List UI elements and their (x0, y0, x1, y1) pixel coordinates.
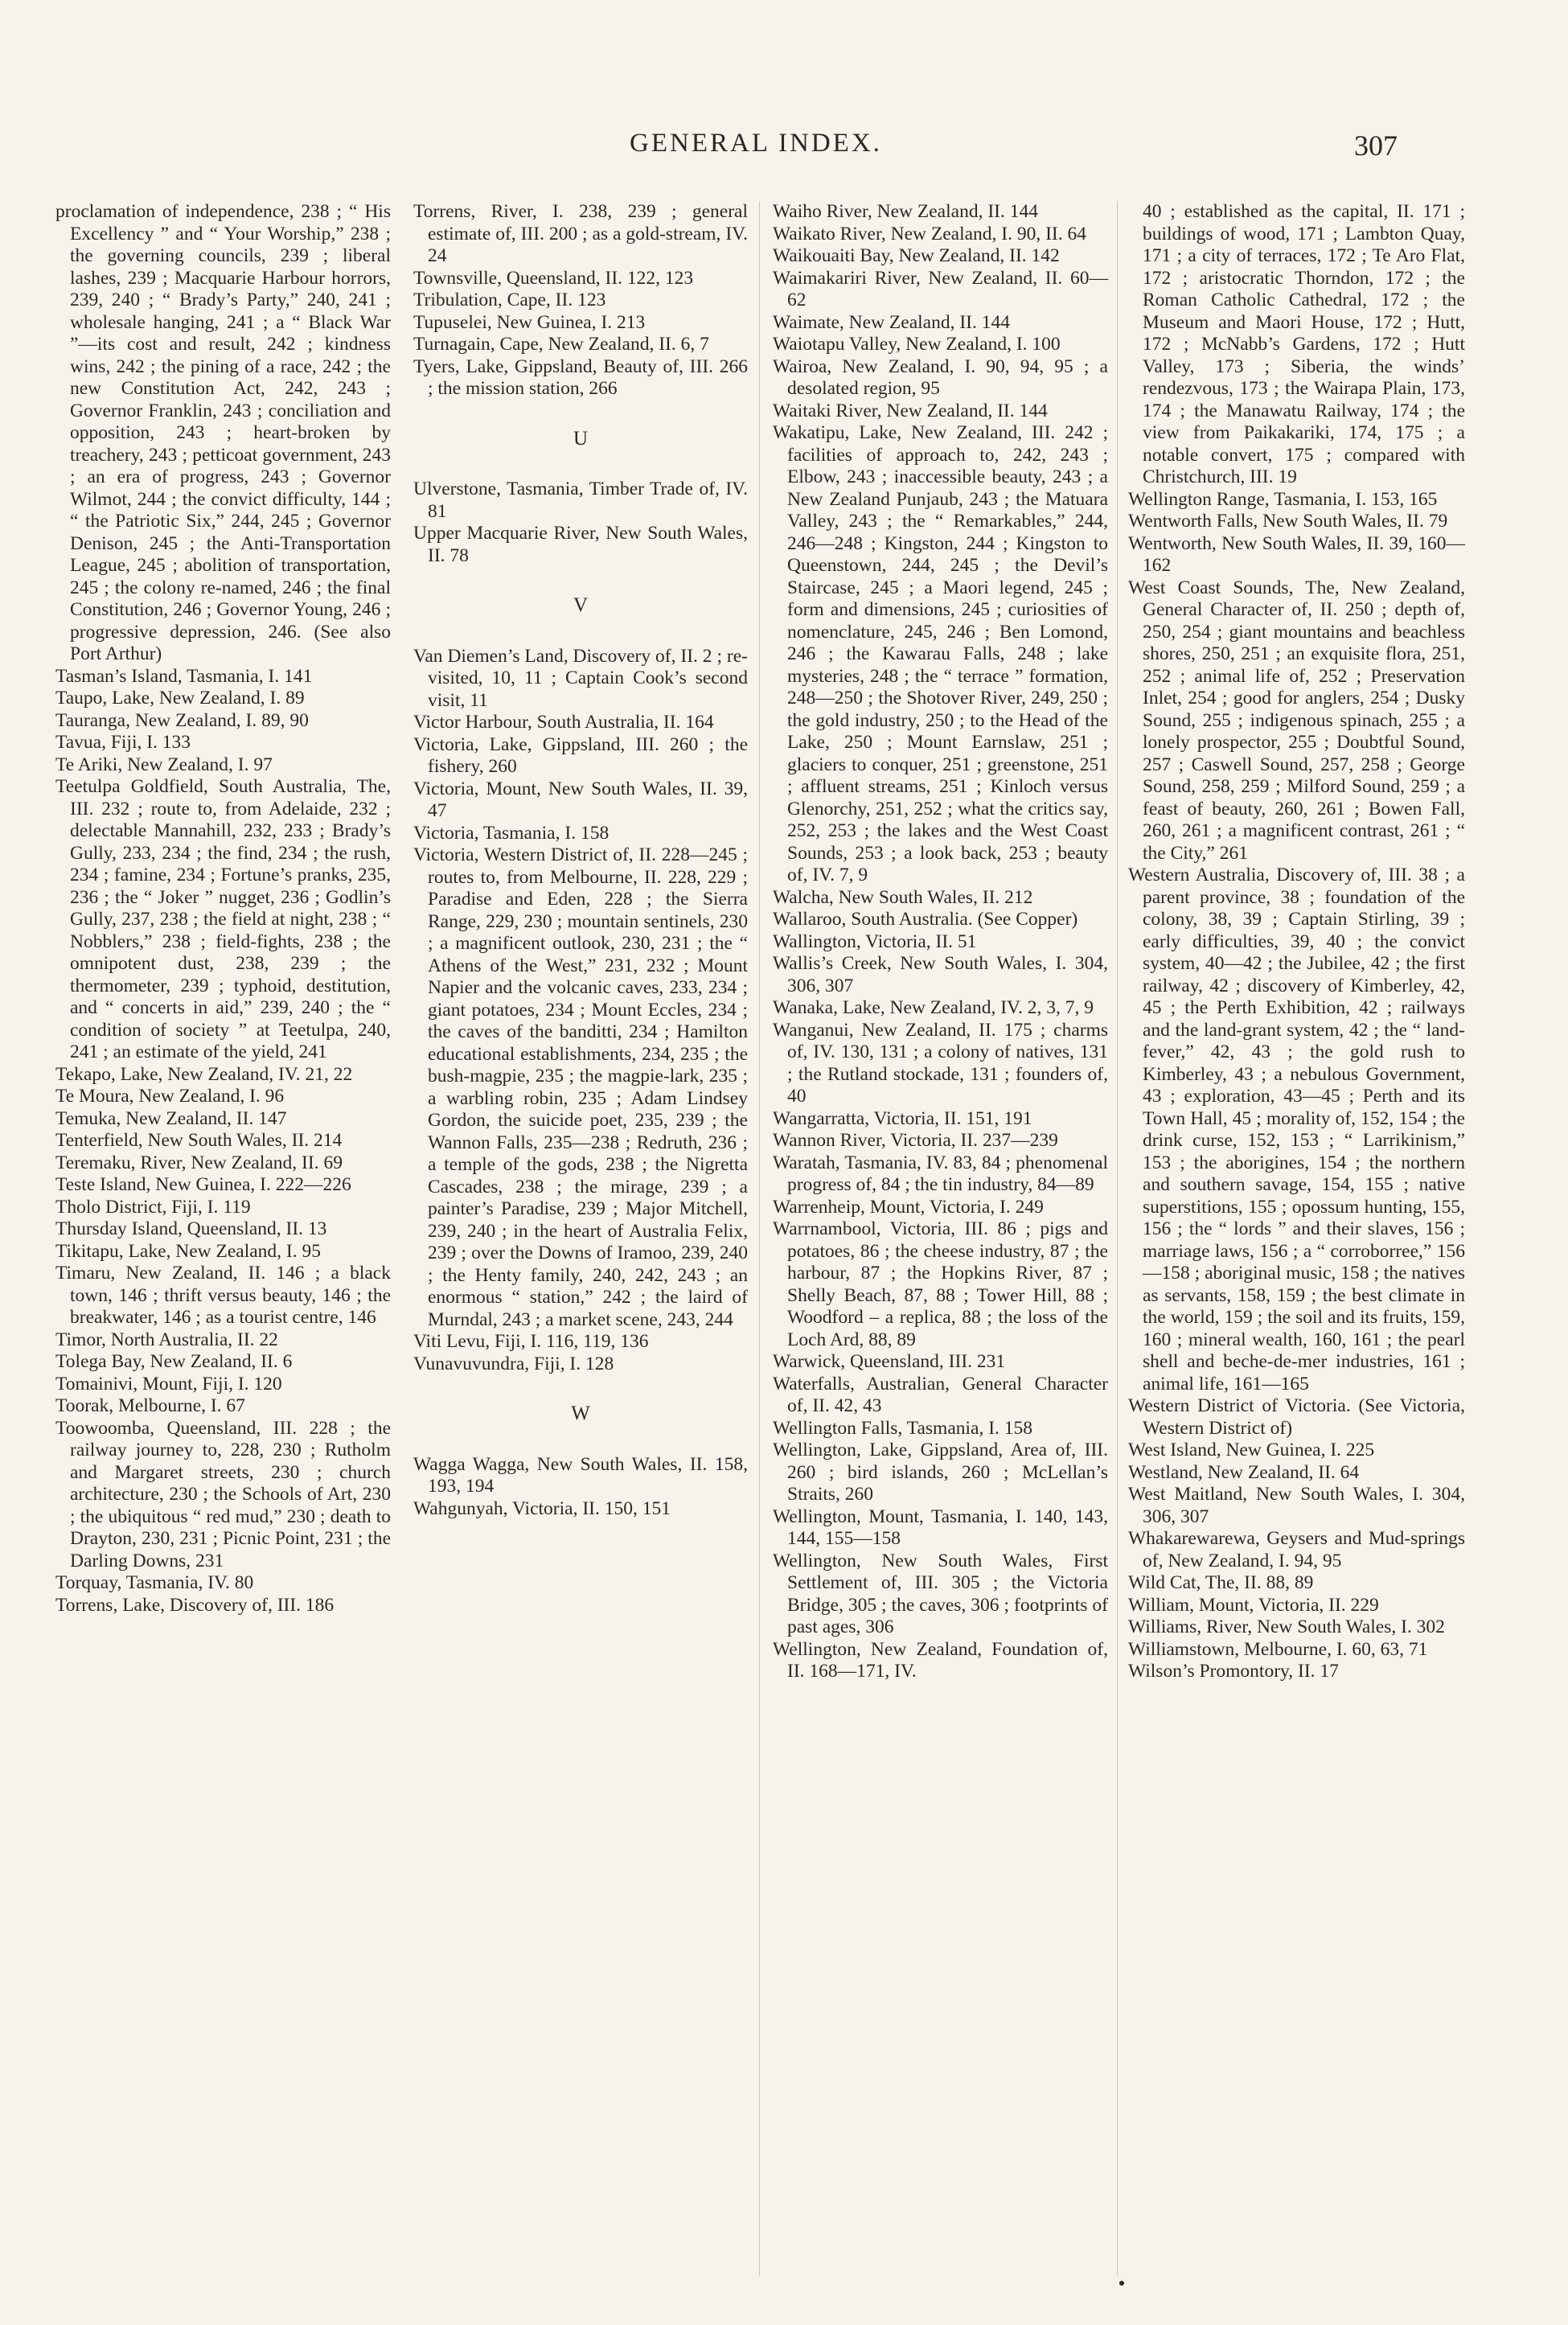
index-entry: Tyers, Lake, Gippsland, Beauty of, III. 266 ; the mission station, 266 (413, 355, 748, 399)
index-entry: Vunavuvundra, Fiji, I. 128 (413, 1353, 614, 1374)
section-letter: U (573, 427, 589, 450)
index-entry: Victoria, Tasmania, I. 158 (413, 822, 610, 844)
index-entry: Victoria, Lake, Gippsland, III. 260 ; the fishery, 260 (413, 733, 748, 777)
index-entry: Waratah, Tasmania, IV. 83, 84 ; phenomenal progress of, 84 ; the tin industry, 84—89 (773, 1152, 1108, 1195)
index-entry: Viti Levu, Fiji, I. 116, 119, 136 (413, 1331, 649, 1352)
index-entry: Waimate, New Zealand, II. 144 (773, 311, 1011, 333)
index-entry: Wilson’s Promontory, II. 17 (1128, 1661, 1339, 1682)
index-entry: Wairoa, New Zealand, I. 90, 94, 95 ; a desolated region, 95 (773, 355, 1108, 399)
index-entry: Wallaroo, South Australia. (See Copper) (773, 909, 1078, 930)
index-entry: proclamation of independence, 238 ; “ His Excellency ” and “ Your Worship,” 238 ; the governing councils, 239 ; liberal lashes, 239 ; Macquarie Harbour horrors, 239, 240 ; “ Brady’s Party,” 240, 241 ; wholesale hanging, 241 ; a “ Black War ”—its cost and result, 242 ; kindness wins, 242 ; the pining of a race, 242 ; the new Constitution Act, 242, 243 ; Governor Franklin, 243 ; conciliation and opposition, 243 ; heart-broken by treachery, 243 ; petticoat government, 243 ; an era of progress, 243 ; Governor Wilmot, 244 ; the convict difficulty, 144 ; “ the Patriotic Six,” 244, 245 ; Governor Denison, 245 ; the Anti-Transportation League, 245 ; abolition of transportation, 245 ; the colony re-named, 246 ; the final Constitution, 246 ; Governor Young, 246 ; progressive depression, 246. (See also Port Arthur) (55, 201, 391, 664)
index-entry: Western District of Victoria. (See Victoria, Western District of) (1128, 1395, 1465, 1439)
index-entry: Waikouaiti Bay, New Zealand, II. 142 (773, 245, 1060, 266)
index-entry: Waterfalls, Australian, General Character of, II. 42, 43 (773, 1373, 1108, 1416)
index-entry: Teste Island, New Guinea, I. 222—226 (55, 1174, 351, 1195)
index-entry: Temuka, New Zealand, II. 147 (55, 1107, 287, 1129)
index-entry: Wangarratta, Victoria, II. 151, 191 (773, 1107, 1032, 1129)
index-entry: Upper Macquarie River, New South Wales, II. 78 (413, 523, 748, 566)
index-entry: West Coast Sounds, The, New Zealand, General Character of, II. 250 ; depth of, 250, 254 ; giant mountains and beachless shores, 250, 251 ; an exquisite flora, 251, 252 ; animal life of, 252 ; Preservation Inlet, 254 ; good for anglers, 254 ; Dusky Sound, 255 ; indigenous spinach, 255 ; a lonely prospector, 255 ; Doubtful Sound, 257 ; Caswell Sound, 257, 258 ; George Sound, 258, 259 ; Milford Sound, 259 ; a feast of beauty, 260, 261 ; Bowen Fall, 260, 261 ; a magnificent contrast, 261 ; “ the City,” 261 (1128, 577, 1465, 864)
page-header (0, 129, 1568, 169)
index-entry: Te Ariki, New Zealand, I. 97 (55, 754, 273, 775)
index-entry: Townsville, Queensland, II. 122, 123 (413, 267, 694, 289)
index-entry: William, Mount, Victoria, II. 229 (1128, 1594, 1379, 1616)
index-entry: Ulverstone, Tasmania, Timber Trade of, IV. 81 (413, 479, 748, 522)
index-entry: Wellington, New South Wales, First Settlement of, III. 305 ; the Victoria Bridge, 305 ; the caves, 306 ; footprints of past ages, 306 (773, 1550, 1108, 1637)
index-entry: Walcha, New South Wales, II. 212 (773, 886, 1033, 908)
index-entry: Toorak, Melbourne, I. 67 (55, 1395, 245, 1416)
index-entry: 40 ; established as the capital, II. 171 ; buildings of wood, 171 ; Lambton Quay, 171 ; a city of terraces, 172 ; Te Aro Flat, 172 ; aristocratic Thorndon, 172 ; the Roman Catholic Cathedral, 172 ; the Museum and Maori House, 172 ; Hutt, 172 ; McNabb’s Gardens, 172 ; Hutt Valley, 173 ; Siberia, the winds’ rendezvous, 173 ; the Wairapa Plain, 173, 174 ; the Manawatu Railway, 174 ; the view from Paikakariki, 174, 175 ; a notable convert, 175 ; compared with Christchurch, III. 19 (1143, 201, 1465, 487)
index-entry: Wanaka, Lake, New Zealand, IV. 2, 3, 7, 9 (773, 997, 1094, 1018)
index-entry: Whakarewarewa, Geysers and Mud-springs of, New Zealand, I. 94, 95 (1128, 1528, 1465, 1571)
index-entry: Torquay, Tasmania, IV. 80 (55, 1572, 254, 1593)
index-entry: West Maitland, New South Wales, I. 304, 306, 307 (1128, 1484, 1465, 1527)
index-entry: Westland, New Zealand, II. 64 (1128, 1461, 1360, 1483)
column-rule (759, 201, 760, 2276)
index-entry: Wallington, Victoria, II. 51 (773, 930, 977, 952)
index-entry: Waiho River, New Zealand, II. 144 (773, 201, 1038, 222)
index-entry: Tekapo, Lake, New Zealand, IV. 21, 22 (55, 1063, 353, 1085)
index-entry: Williamstown, Melbourne, I. 60, 63, 71 (1128, 1638, 1428, 1660)
index-entry: Toowoomba, Queensland, III. 228 ; the railway journey to, 228, 230 ; Rutholm and Margaret streets, 230 ; church architecture, 230 ; the Schools of Art, 230 ; the ubiquitous “ red mud,” 230 ; death to Drayton, 230, 231 ; Picnic Point, 231 ; the Darling Downs, 231 (55, 1417, 391, 1571)
index-entry: Taupo, Lake, New Zealand, I. 89 (55, 688, 305, 709)
index-entry: Waimakariri River, New Zealand, II. 60—62 (773, 267, 1108, 310)
index-entry: Victoria, Western District of, II. 228—245 ; routes to, from Melbourne, II. 228, 229 ; Paradise and Eden, 228 ; the Sierra Range, 229, 230 ; mountain sentinels, 230 ; a magnificent outlook, 230, 231 ; the “ Athens of the West,” 231, 232 ; Mount Napier and the volcanic caves, 233, 234 ; giant potatoes, 234 ; Mount Eccles, 234 ; the caves of the banditti, 234 ; Hamilton educational establishments, 234, 235 ; the bush-magpie, 235 ; the magpie-lark, 235 ; a warbling robin, 235 ; Adam Lindsey Gordon, the suicide poet, 235, 239 ; the Wannon Falls, 235—238 ; Redruth, 236 ; a temple of the gods, 238 ; the Nigretta Cascades, 238 ; the mirage, 239 ; a painter’s Paradise, 239 ; Major Mitchell, 239, 240 ; in the heart of Australia Felix, 239 ; over the Downs of Iramoo, 239, 240 ; the Henty family, 240, 242, 243 ; an enormous “ station,” 242 ; the laird of Murndal, 243 ; a market scene, 243, 244 (413, 844, 748, 1330)
index-entry: Wahgunyah, Victoria, II. 150, 151 (413, 1497, 671, 1519)
index-entry: Turnagain, Cape, New Zealand, II. 6, 7 (413, 334, 709, 355)
index-entry: Tribulation, Cape, II. 123 (413, 290, 606, 310)
index-entry: Wentworth, New South Wales, II. 39, 160—162 (1128, 532, 1465, 576)
index-entry: Tavua, Fiji, I. 133 (55, 732, 191, 753)
index-entry: Wakatipu, Lake, New Zealand, III. 242 ; facilities of approach to, 242, 243 ; Elbow, 243 ; inaccessible beauty, 243 ; a New Zealand Punjaub, 243 ; the Matuara Valley, 243 ; the “ Remarkables,” 244, 246—248 ; Kingston, 244 ; Kingston to Queenstown, 244, 245 ; the Devil’s Staircase, 245 ; a Maori legend, 245 ; form and dimensions, 245 ; curiosities of nomenclature, 245, 246 ; Ben Lomond, 246 ; the Kawarau Falls, 248 ; lake mysteries, 248 ; the “ terrace ” formation, 248—250 ; the Shotover River, 249, 250 ; the gold industry, 250 ; to the Head of the Lake, 250 ; Mount Earnslaw, 251 ; glaciers to conquer, 251 ; greenstone, 251 ; affluent streams, 251 ; Kinloch versus Glenorchy, 251, 252 ; what the critics say, 252, 253 ; the lakes and the West Coast Sounds, 253 ; a look back, 253 ; beauty of, IV. 7, 9 (773, 422, 1108, 885)
index-entry: Waiotapu Valley, New Zealand, I. 100 (773, 334, 1061, 355)
index-entry: Wagga Wagga, New South Wales, II. 158, 193, 194 (413, 1453, 748, 1497)
page-number: 307 (1354, 129, 1398, 162)
index-entry: Tasman’s Island, Tasmania, I. 141 (55, 665, 313, 687)
index-entry: Tolega Bay, New Zealand, II. 6 (55, 1351, 293, 1372)
index-entry: Timor, North Australia, II. 22 (55, 1329, 278, 1350)
index-entry: Victor Harbour, South Australia, II. 164 (413, 712, 714, 733)
index-column-3 (773, 201, 1108, 1683)
index-entry: Wellington, New Zealand, Foundation of, II. 168—171, IV. (773, 1638, 1108, 1682)
index-entry: Wentworth Falls, New South Wales, II. 79 (1128, 511, 1448, 532)
index-entry: Waitaki River, New Zealand, II. 144 (773, 400, 1048, 421)
index-entry: Western Australia, Discovery of, III. 38 ; a parent province, 38 ; foundation of the colony, 38, 39 ; Captain Stirling, 39 ; early difficulties, 39, 40 ; the convict system, 40—42 ; the Jubilee, 42 ; the first railway, 42 ; discovery of Kimberley, 42, 45 ; the Perth Exhibition, 42 ; railways and the land-grant system, 42 ; the “ land-fever,” 42, 43 ; the gold rush to Kimberley, 43 ; a nebulous Government, 43 ; exploration, 43—45 ; Perth and its Town Hall, 45 ; morality of, 152, 154 ; the drink curse, 152, 153 ; “ Larrikinism,” 153 ; the aborigines, 154 ; the northern and southern savage, 154, 155 ; native superstitions, 155 ; opossum hunting, 155, 156 ; the “ lords ” and their slaves, 156 ; marriage laws, 156 ; a “ corroborree,” 156—158 ; aboriginal music, 158 ; the natives as servants, 158, 159 ; the best climate in the world, 159 ; the soil and its fruits, 159, 160 ; mineral wealth, 160, 161 ; the pearl shell and beche-de-mer industries, 161 ; animal life, 161—165 (1128, 865, 1465, 1395)
index-entry: Tholo District, Fiji, I. 119 (55, 1196, 251, 1218)
index-entry: Warrenheip, Mount, Victoria, I. 249 (773, 1196, 1044, 1218)
index-entry: Tikitapu, Lake, New Zealand, I. 95 (55, 1240, 322, 1262)
index-entry: Tupuselei, New Guinea, I. 213 (413, 311, 646, 333)
index-entry: Wellington Falls, Tasmania, I. 158 (773, 1417, 1033, 1439)
index-column-1 (55, 201, 391, 1616)
index-entry: Wellington, Mount, Tasmania, I. 140, 143, 144, 155—158 (773, 1505, 1108, 1549)
index-entry: Tomainivi, Mount, Fiji, I. 120 (55, 1373, 282, 1395)
section-letter: V (573, 594, 589, 616)
index-entry: Warwick, Queensland, III. 231 (773, 1351, 1006, 1372)
section-letter: W (571, 1403, 590, 1424)
index-entry: Tauranga, New Zealand, I. 89, 90 (55, 709, 309, 731)
index-entry: Waikato River, New Zealand, I. 90, II. 64 (773, 223, 1087, 244)
index-entry: Te Moura, New Zealand, I. 96 (55, 1086, 285, 1107)
index-entry: Teremaku, River, New Zealand, II. 69 (55, 1152, 343, 1173)
index-entry: Torrens, Lake, Discovery of, III. 186 (55, 1594, 335, 1616)
index-entry: Wellington, Lake, Gippsland, Area of, III. 260 ; bird islands, 260 ; McLellan’s Straits, 260 (773, 1440, 1108, 1505)
index-entry: Warrnambool, Victoria, III. 86 ; pigs and potatoes, 86 ; the cheese industry, 87 ; the harbour, 87 ; the Hopkins River, 87 ; Shelly Beach, 87, 88 ; Tower Hill, 88 ; Woodford – a replica, 88 ; the loss of the Loch Ard, 88, 89 (773, 1218, 1108, 1350)
running-title: GENERAL INDEX. (630, 129, 882, 158)
index-entry: Thursday Island, Queensland, II. 13 (55, 1218, 327, 1239)
margin-mark (1119, 2281, 1124, 2286)
index-entry: Timaru, New Zealand, II. 146 ; a black town, 146 ; thrift versus beauty, 146 ; the breakwater, 146 ; as a tourist centre, 146 (55, 1263, 391, 1328)
index-entry: Tenterfield, New South Wales, II. 214 (55, 1130, 343, 1151)
index-entry: Wild Cat, The, II. 88, 89 (1128, 1572, 1314, 1593)
index-entry: Wellington Range, Tasmania, I. 153, 165 (1128, 488, 1438, 510)
index-entry: Wallis’s Creek, New South Wales, I. 304, 306, 307 (773, 953, 1108, 996)
index-column-2 (413, 201, 748, 1520)
index-entry: Williams, River, New South Wales, I. 302 (1128, 1616, 1445, 1637)
index-entry: West Island, New Guinea, I. 225 (1128, 1440, 1375, 1460)
index-column-4 (1128, 201, 1465, 1683)
index-entry: Victoria, Mount, New South Wales, II. 39, 47 (413, 778, 748, 821)
index-entry: Torrens, River, I. 238, 239 ; general estimate of, III. 200 ; as a gold-stream, IV. 24 (413, 201, 748, 266)
column-rule (1117, 201, 1118, 2276)
index-entry: Van Diemen’s Land, Discovery of, II. 2 ; re-visited, 10, 11 ; Captain Cook’s second visit, 11 (413, 645, 748, 711)
index-entry: Teetulpa Goldfield, South Australia, The, III. 232 ; route to, from Adelaide, 232 ; delectable Mannahill, 232, 233 ; Brady’s Gully, 233, 234 ; the find, 234 ; the rush, 234 ; famine, 234 ; Fortune’s pranks, 235, 236 ; the “ Joker ” nugget, 236 ; Godlin’s Gully, 237, 238 ; the field at night, 238 ; “ Nobblers,” 238 ; field-fights, 238 ; the omnipotent dust, 238, 239 ; the thermometer, 239 ; typhoid, destitution, and “ concerts in aid,” 239, 240 ; the “ condition of society ” at Teetulpa, 240, 241 ; an estimate of the yield, 241 (55, 776, 391, 1062)
index-entry: Wannon River, Victoria, II. 237—239 (773, 1130, 1058, 1151)
index-entry: Wanganui, New Zealand, II. 175 ; charms of, IV. 130, 131 ; a colony of natives, 131 ; the Rutland stockade, 131 ; founders of, 40 (773, 1019, 1108, 1107)
